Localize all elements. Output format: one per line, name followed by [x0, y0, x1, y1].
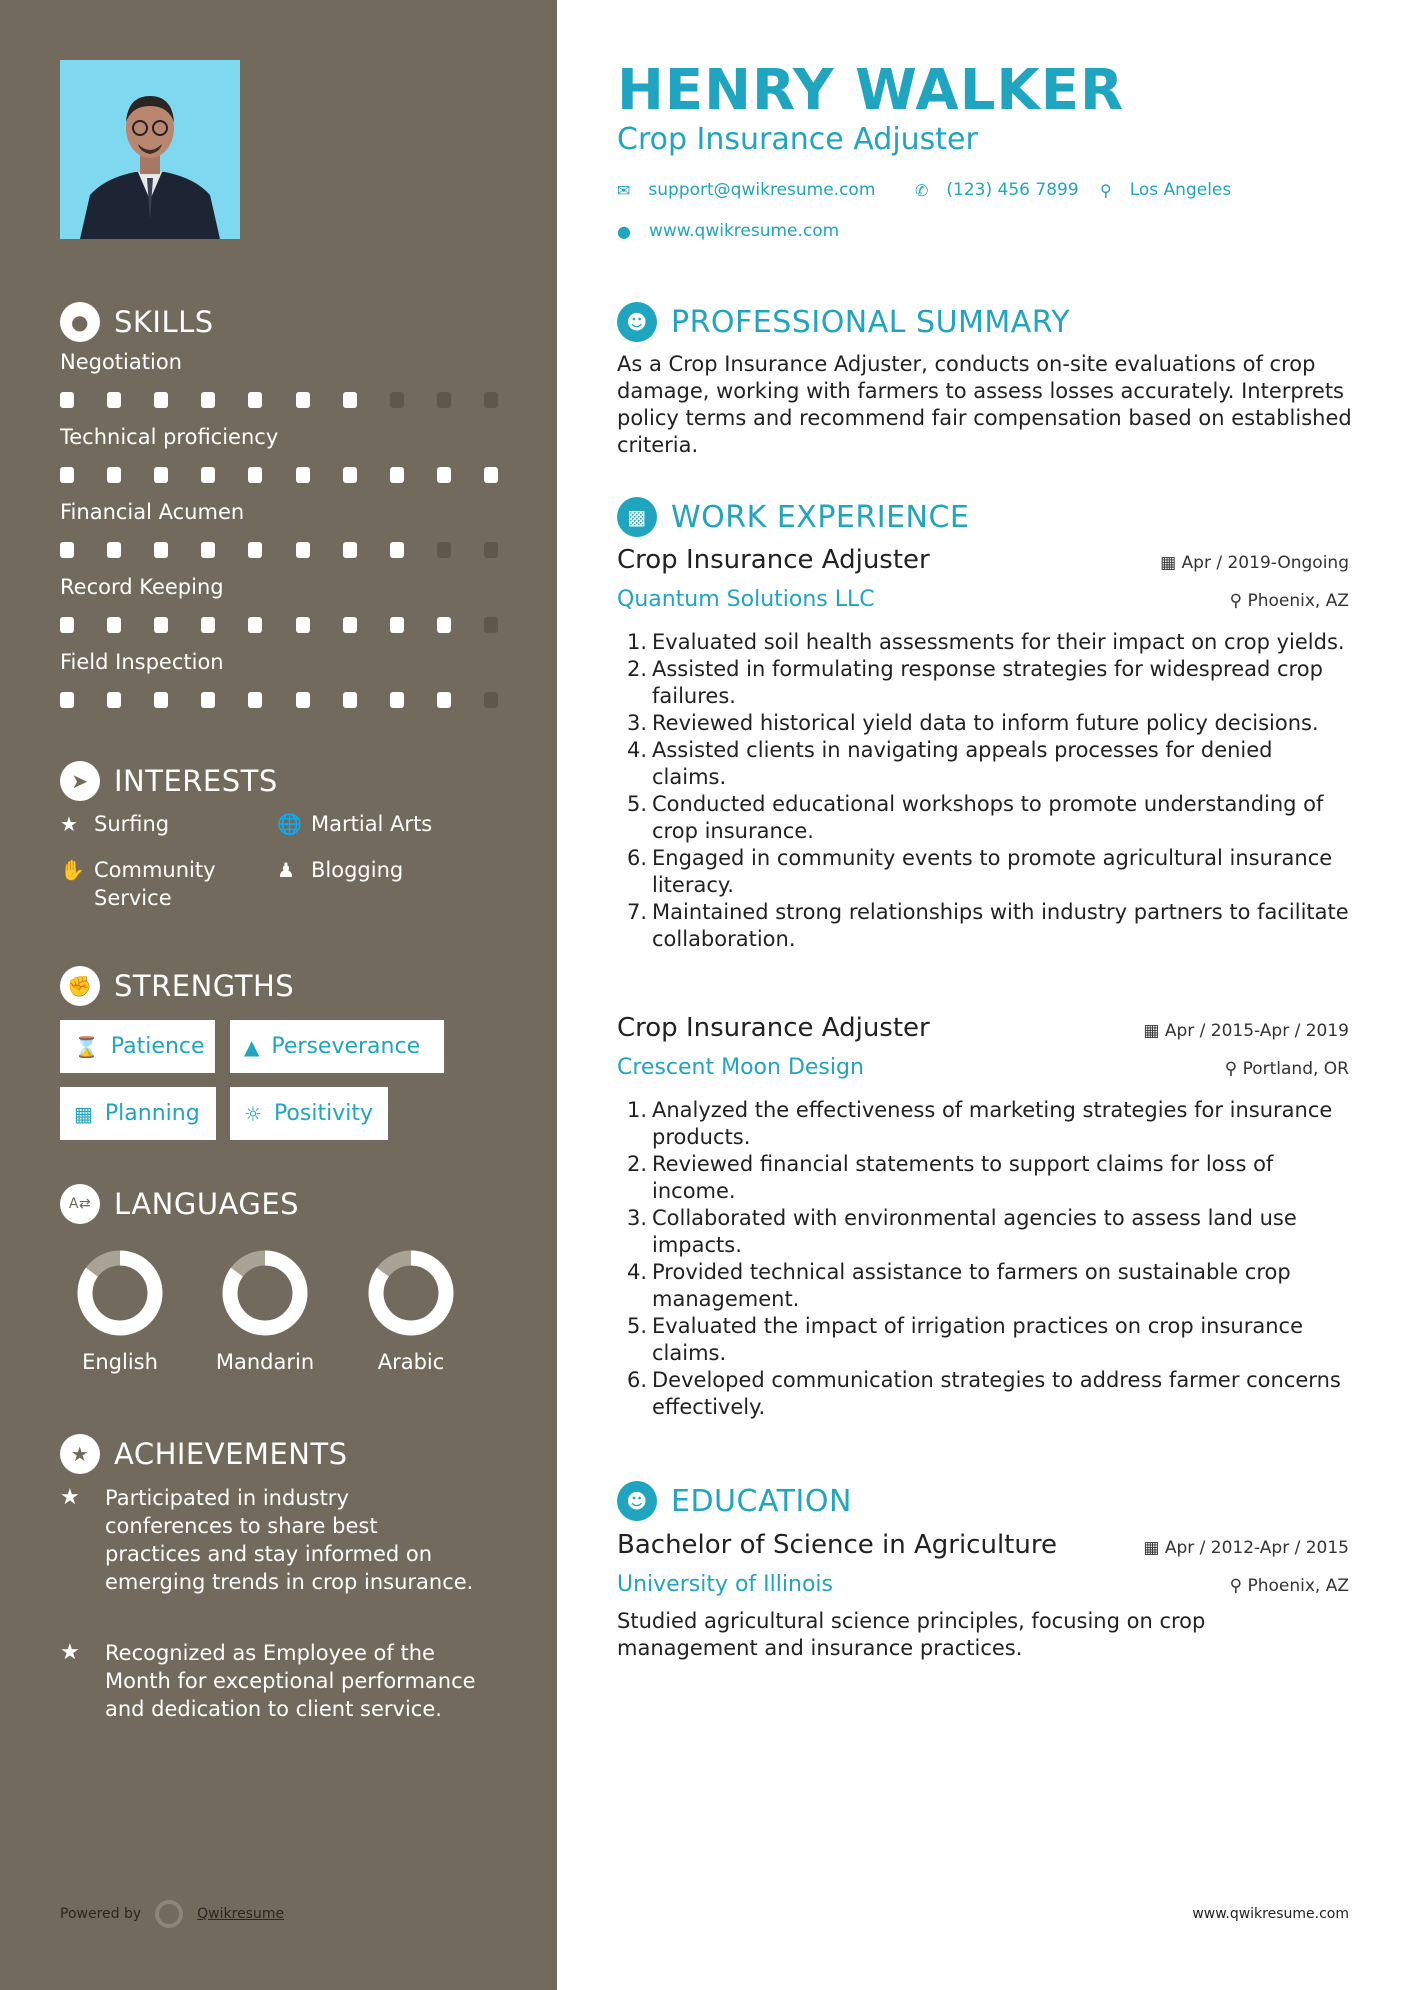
education-header: [617, 1530, 1349, 1560]
rating-dot: [390, 467, 404, 483]
experience-heading: [617, 497, 969, 537]
interest-label: Community Service: [94, 858, 216, 910]
job-subheader: [617, 1055, 1349, 1080]
rating-dot: [437, 542, 451, 558]
duty-text: Analyzed the effectiveness of marketing strategies for insurance products.: [652, 1098, 1333, 1149]
strength-label: Positivity: [273, 1101, 373, 1126]
duty-text: Evaluated soil health assessments for their impact on crop yields.: [652, 630, 1345, 654]
globe-icon: ●: [617, 221, 631, 241]
job-date-text: Apr / 2015-Apr / 2019: [1164, 1021, 1349, 1041]
interests-heading: [60, 761, 278, 801]
rating-dot: [60, 467, 74, 483]
contact-location: [1100, 180, 1231, 200]
powered-by-text: Powered by: [60, 1906, 142, 1922]
education-description: Studied agricultural science principles, focusing on crop management and insurance practices.: [617, 1609, 1206, 1660]
phone-icon: ✆: [915, 180, 929, 200]
rating-dot: [343, 692, 357, 708]
duty-item: [627, 1097, 1349, 1151]
achievement-item: [60, 1484, 480, 1596]
job-location-text: Portland, OR: [1242, 1059, 1349, 1079]
job-company: Quantum Solutions LLC: [617, 587, 875, 612]
language-item: [356, 1250, 466, 1374]
skill-label: Financial Acumen: [60, 500, 245, 524]
languages-title: LANGUAGES: [114, 1187, 300, 1221]
job-duties: [617, 1097, 1349, 1421]
email-text: support@qwikresume.com: [648, 180, 876, 200]
duty-number: 6.: [627, 1368, 648, 1392]
duty-text: Collaborated with environmental agencies to assess land use impacts.: [652, 1206, 1297, 1257]
duty-number: 7.: [627, 900, 648, 924]
job-location-text: Phoenix, AZ: [1247, 591, 1349, 611]
skill-rating: [60, 692, 498, 708]
rating-dot: [343, 542, 357, 558]
duty-text: Reviewed financial statements to support claims for loss of income.: [652, 1152, 1274, 1203]
hourglass-icon: ⌛: [74, 1034, 99, 1059]
strength-badge: [60, 1087, 216, 1140]
education-date: ▦ Apr / 2012-Apr / 2015: [1143, 1538, 1349, 1558]
rating-dot: [107, 542, 121, 558]
rating-dot: [343, 467, 357, 483]
brand-link[interactable]: Qwikresume: [197, 1906, 285, 1922]
duty-number: 1.: [627, 630, 648, 654]
skill-rating: [60, 467, 498, 483]
duty-number: 3.: [627, 711, 648, 735]
rating-dot: [107, 617, 121, 633]
skill-rating: [60, 617, 498, 633]
interest-item: [60, 810, 260, 838]
rating-dot: [248, 617, 262, 633]
education-heading: [617, 1481, 852, 1521]
duty-text: Evaluated the impact of irrigation practices on crop insurance claims.: [652, 1314, 1304, 1365]
star-badge-icon: ★: [60, 1434, 100, 1474]
contact-phone[interactable]: [915, 180, 1079, 200]
strength-label: Perseverance: [271, 1034, 421, 1059]
rating-dot: [201, 392, 215, 408]
job-header: [617, 1013, 1349, 1043]
language-item: [65, 1250, 175, 1374]
language-label: Mandarin: [215, 1350, 315, 1374]
rating-dot: [107, 392, 121, 408]
duty-text: Assisted clients in navigating appeals processes for denied claims.: [652, 738, 1273, 789]
job-location: ⚲ Phoenix, AZ: [1229, 591, 1349, 611]
language-gauge: [368, 1250, 454, 1336]
education-school: University of Illinois: [617, 1572, 833, 1597]
rating-dot: [201, 542, 215, 558]
envelope-icon: ✉: [617, 180, 631, 200]
education-subheader: [617, 1572, 1349, 1597]
duty-item: [627, 791, 1349, 845]
profile-photo: [60, 60, 240, 239]
duty-item: [627, 1367, 1349, 1421]
fist-icon: ✊: [60, 966, 100, 1006]
interest-label: Surfing: [94, 812, 170, 836]
rating-dot: [484, 692, 498, 708]
duty-number: 3.: [627, 1206, 648, 1230]
duty-item: [627, 629, 1349, 656]
qwikresume-logo-icon: [155, 1900, 183, 1928]
rating-dot: [248, 542, 262, 558]
summary-heading: [617, 302, 1070, 342]
star-icon: ★: [60, 812, 78, 836]
duty-number: 4.: [627, 738, 648, 762]
rating-dot: [154, 467, 168, 483]
job-title: Crop Insurance Adjuster: [617, 545, 930, 575]
globe-icon: 🌐: [277, 812, 302, 836]
job-date: ▦ Apr / 2015-Apr / 2019: [1143, 1021, 1349, 1041]
rating-dot: [296, 692, 310, 708]
skill-item: [60, 650, 500, 708]
education-location: ⚲ Phoenix, AZ: [1229, 1576, 1349, 1596]
website-text: www.qwikresume.com: [648, 221, 840, 241]
duty-item: [627, 899, 1349, 953]
summary-title: PROFESSIONAL SUMMARY: [671, 304, 1071, 340]
user-icon: ☻: [617, 302, 657, 342]
rating-dot: [343, 392, 357, 408]
rating-dot: [296, 467, 310, 483]
rating-dot: [107, 467, 121, 483]
language-label: Arabic: [377, 1350, 445, 1374]
job-title: Crop Insurance Adjuster: [617, 1013, 930, 1043]
skill-label: Negotiation: [60, 350, 182, 374]
map-pin-icon: ⚲: [1100, 180, 1112, 200]
phone-text: (123) 456 7899: [946, 180, 1079, 200]
shooting-star-icon: ★: [60, 1640, 80, 1665]
strength-label: Patience: [110, 1034, 205, 1059]
duty-item: [627, 1259, 1349, 1313]
education-date-text: Apr / 2012-Apr / 2015: [1164, 1538, 1349, 1558]
rating-dot: [437, 467, 451, 483]
job-subheader: [617, 587, 1349, 612]
rating-dot: [201, 692, 215, 708]
education-degree: Bachelor of Science in Agriculture: [617, 1530, 1057, 1560]
experience-title: WORK EXPERIENCE: [671, 499, 970, 535]
skill-item: [60, 425, 500, 483]
users-icon: ♟: [277, 858, 295, 882]
skill-item: [60, 575, 500, 633]
rating-dot: [60, 542, 74, 558]
rating-dot: [296, 617, 310, 633]
job-location: ⚲ Portland, OR: [1224, 1059, 1349, 1079]
languages-heading: [60, 1184, 299, 1224]
rating-dot: [296, 542, 310, 558]
strength-badge: [230, 1087, 388, 1140]
rating-dot: [248, 467, 262, 483]
duty-text: Developed communication strategies to address farmer concerns effectively.: [652, 1368, 1341, 1419]
rating-dot: [390, 392, 404, 408]
paper-plane-icon: ➤: [60, 761, 100, 801]
duty-item: [627, 737, 1349, 791]
rating-dot: [154, 542, 168, 558]
skill-label: Technical proficiency: [60, 425, 279, 449]
hand-icon: ✋: [60, 858, 85, 882]
language-gauge: [222, 1250, 308, 1336]
achievements-title: ACHIEVEMENTS: [114, 1437, 348, 1471]
strengths-title: STRENGTHS: [114, 969, 295, 1003]
translate-icon: A⇄: [60, 1184, 100, 1224]
footer-url[interactable]: www.qwikresume.com: [1192, 1906, 1349, 1922]
job-date: ▦ Apr / 2019-Ongoing: [1160, 553, 1349, 573]
duty-text: Provided technical assistance to farmers on sustainable crop management.: [652, 1260, 1291, 1311]
candidate-title: Crop Insurance Adjuster: [617, 122, 978, 157]
rating-dot: [390, 617, 404, 633]
rating-dot: [484, 617, 498, 633]
duty-text: Assisted in formulating response strategies for widespread crop failures.: [652, 657, 1323, 708]
rating-dot: [437, 392, 451, 408]
rating-dot: [154, 392, 168, 408]
skill-item: [60, 500, 500, 558]
duty-number: 1.: [627, 1098, 648, 1122]
road-icon: ▲: [244, 1034, 260, 1059]
shooting-star-icon: ★: [60, 1485, 80, 1510]
duty-number: 4.: [627, 1260, 648, 1284]
duty-number: 5.: [627, 1314, 648, 1338]
skill-label: Record Keeping: [60, 575, 224, 599]
rating-dot: [154, 692, 168, 708]
interest-label: Blogging: [311, 858, 404, 882]
skill-rating: [60, 542, 498, 558]
language-item: [210, 1250, 320, 1374]
rating-dot: [60, 392, 74, 408]
strength-label: Planning: [104, 1101, 200, 1126]
skill-rating: [60, 392, 498, 408]
briefcase-icon: ▩: [617, 497, 657, 537]
achievements-heading: [60, 1434, 348, 1474]
location-text: Los Angeles: [1129, 180, 1232, 200]
interest-item: [277, 856, 497, 884]
sidebar: [0, 0, 557, 1990]
rating-dot: [484, 467, 498, 483]
strength-badge: [60, 1020, 215, 1073]
duty-item: [627, 710, 1349, 737]
duty-number: 2.: [627, 1152, 648, 1176]
rating-dot: [248, 692, 262, 708]
sun-icon: ☼: [244, 1101, 262, 1126]
achievement-text: Recognized as Employee of the Month for exceptional performance and dedication to client service.: [105, 1641, 476, 1721]
graduation-cap-icon: ☻: [617, 1481, 657, 1521]
rating-dot: [390, 692, 404, 708]
job-date-text: Apr / 2019-Ongoing: [1181, 553, 1349, 573]
lightbulb-icon: ●: [60, 302, 100, 342]
interest-item: [277, 810, 497, 838]
rating-dot: [343, 617, 357, 633]
rating-dot: [437, 692, 451, 708]
contact-website[interactable]: [617, 221, 839, 241]
duty-number: 6.: [627, 846, 648, 870]
candidate-name: HENRY WALKER: [617, 58, 1125, 123]
duty-item: [627, 656, 1349, 710]
education-location-text: Phoenix, AZ: [1247, 1576, 1349, 1596]
job-header: [617, 545, 1349, 575]
skill-label: Field Inspection: [60, 650, 224, 674]
interest-item: [60, 856, 260, 912]
rating-dot: [60, 692, 74, 708]
achievement-item: [60, 1639, 480, 1723]
interests-title: INTERESTS: [114, 764, 278, 798]
contact-email[interactable]: [617, 180, 875, 200]
duty-item: [627, 845, 1349, 899]
rating-dot: [201, 467, 215, 483]
duty-text: Engaged in community events to promote agricultural insurance literacy.: [652, 846, 1333, 897]
education-title: EDUCATION: [671, 1483, 852, 1519]
language-label: English: [82, 1350, 158, 1374]
strength-badge: [230, 1020, 444, 1073]
rating-dot: [437, 617, 451, 633]
calendar-icon: ▦: [74, 1101, 93, 1126]
job-duties: [617, 629, 1349, 953]
rating-dot: [390, 542, 404, 558]
duty-item: [627, 1313, 1349, 1367]
language-gauge: [77, 1250, 163, 1336]
rating-dot: [296, 392, 310, 408]
duty-number: 5.: [627, 792, 648, 816]
duty-item: [627, 1205, 1349, 1259]
skill-item: [60, 350, 500, 408]
duty-text: Reviewed historical yield data to inform future policy decisions.: [652, 711, 1319, 735]
duty-text: Maintained strong relationships with industry partners to facilitate collaboration.: [652, 900, 1349, 951]
job-company: Crescent Moon Design: [617, 1055, 864, 1080]
strengths-heading: [60, 966, 294, 1006]
duty-number: 2.: [627, 657, 648, 681]
skills-title: SKILLS: [114, 305, 214, 339]
interest-label: Martial Arts: [311, 812, 433, 836]
rating-dot: [484, 392, 498, 408]
summary-text: As a Crop Insurance Adjuster, conducts on-site evaluations of crop damage, working with farmers to assess losses accurately. Interprets policy terms and recommend fair compensation based on established criteria.: [617, 352, 1352, 457]
powered-by: [60, 1900, 284, 1928]
rating-dot: [484, 542, 498, 558]
skills-heading: [60, 302, 214, 342]
rating-dot: [201, 617, 215, 633]
duty-text: Conducted educational workshops to promote understanding of crop insurance.: [652, 792, 1324, 843]
rating-dot: [60, 617, 74, 633]
duty-item: [627, 1151, 1349, 1205]
rating-dot: [154, 617, 168, 633]
rating-dot: [248, 392, 262, 408]
rating-dot: [107, 692, 121, 708]
achievement-text: Participated in industry conferences to share best practices and stay informed on emerging trends in crop insurance.: [105, 1486, 474, 1594]
